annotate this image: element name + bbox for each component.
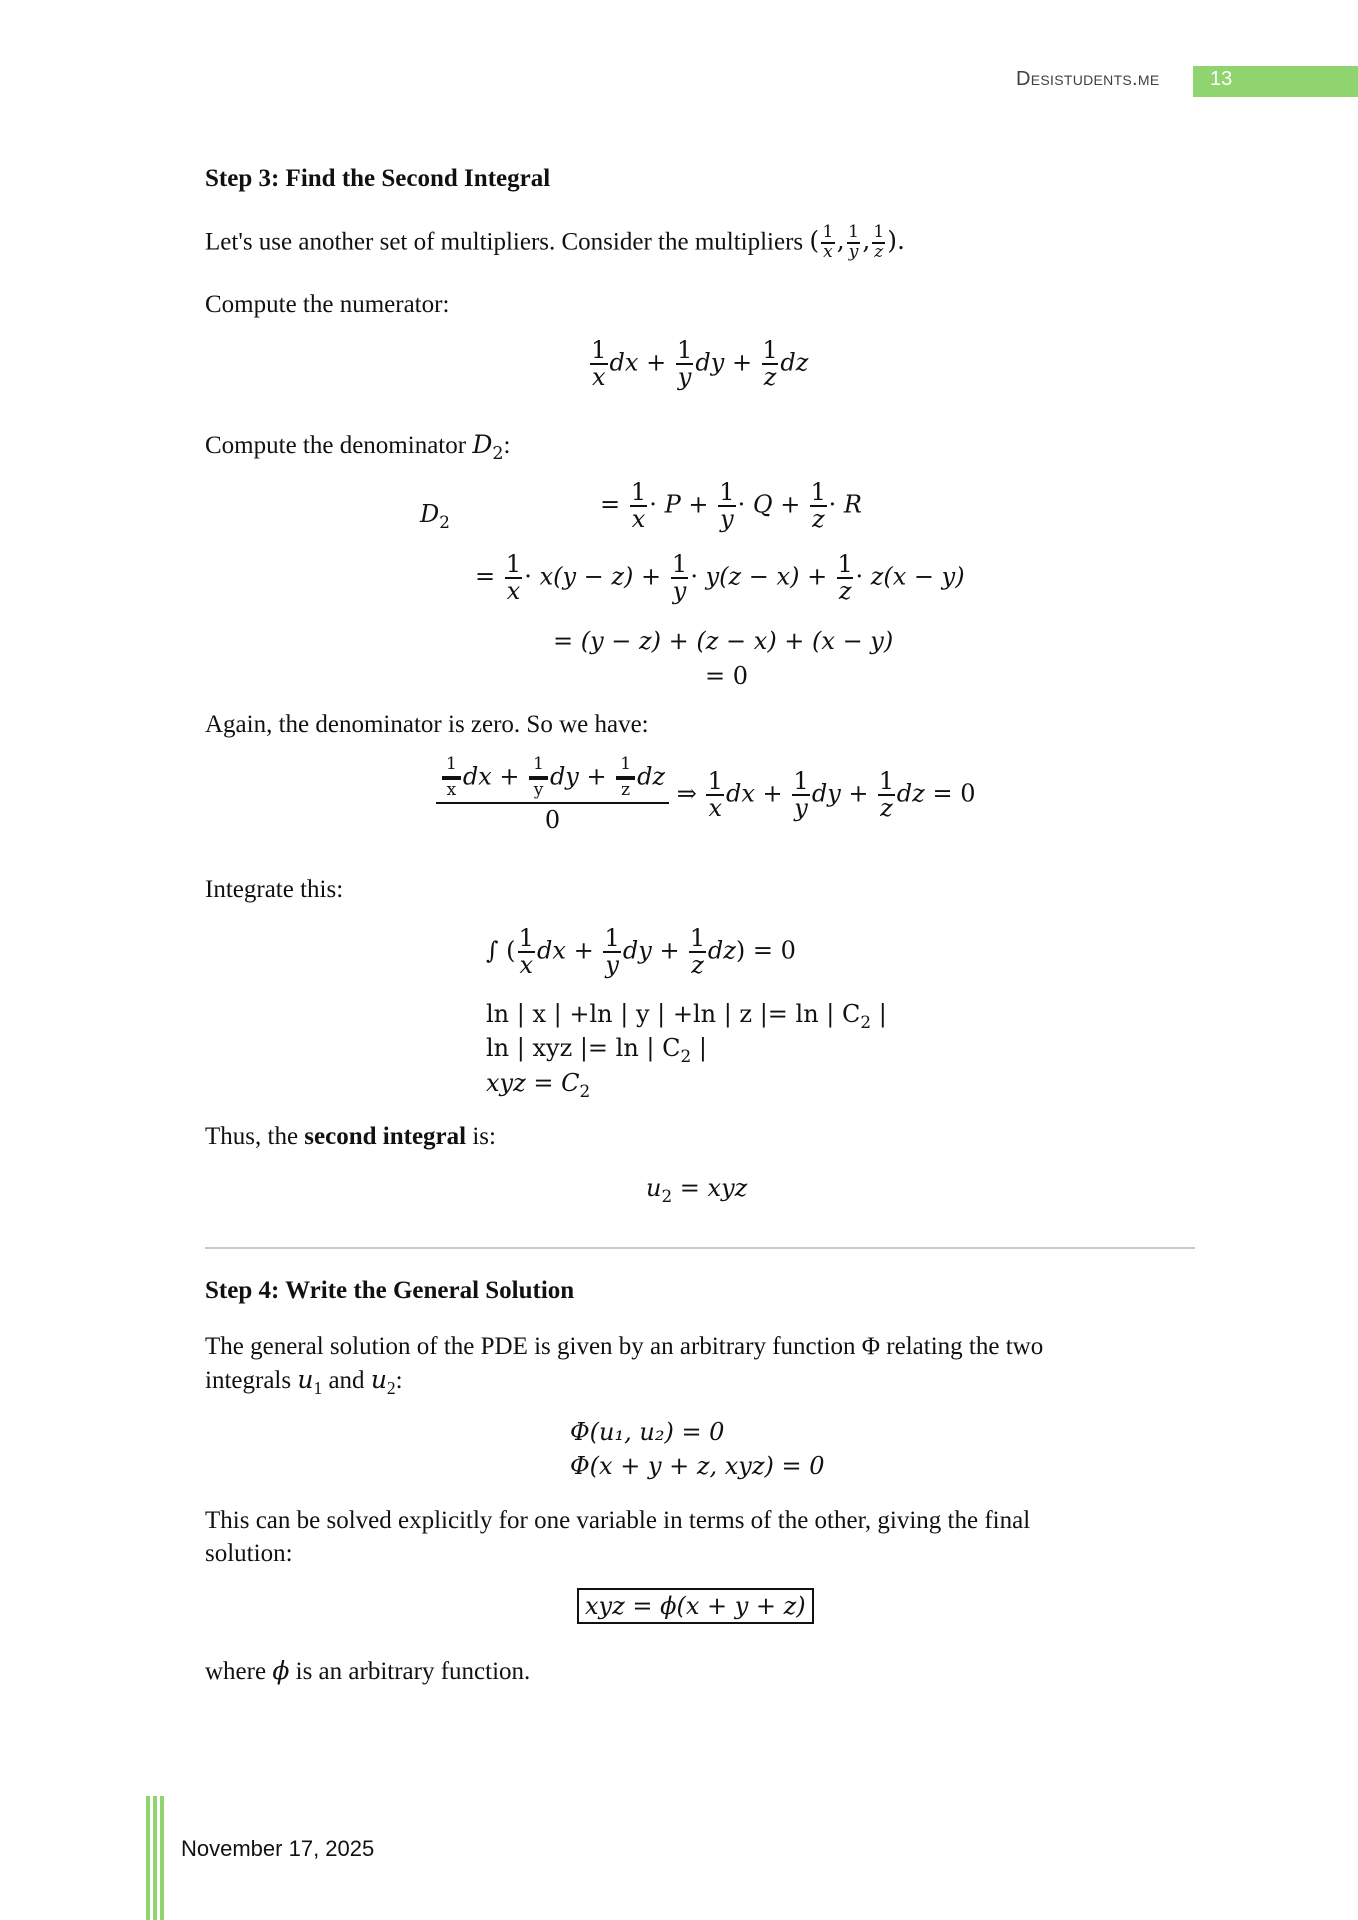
intro-text: Let's use another set of multipliers. Consider the multipliers (205, 228, 810, 256)
numerator-label: Compute the numerator: (205, 291, 450, 318)
d2-line1: = $\frac{1}{x}$ · P + $\frac{1}{y}$ · Q + $\frac{1}{z}$ · R (600, 478, 862, 534)
numerator-equation: $\frac{1}{x}$ dx + $\frac{1}{y}$ dy + $\frac{1}{z}$ dz (591, 336, 809, 392)
footer-bar-3 (160, 1796, 164, 1920)
phi-line1: Φ(u₁, u₂) = 0 (570, 1418, 725, 1446)
phi-line2: Φ(x + y + z, xyz) = 0 (570, 1452, 825, 1480)
step3-intro (205, 224, 905, 262)
integral-equation: ∫ ( $\frac{1}{x}$ dx + $\frac{1}{y}$ dy + $\frac{1}{z}$ dz) = 0 (486, 924, 796, 980)
log-line2: ln | xyz |= ln | $C_2$ | (486, 1034, 707, 1066)
footer-bar-1 (146, 1796, 150, 1920)
final-solution: xyz = ϕ(x + y + z) (577, 1588, 814, 1624)
step4-para2: This can be solved explicitly for one variable in terms of the other, giving the final solution: (205, 1507, 1031, 1567)
step3-heading: Step 3: Find the Second Integral (205, 165, 551, 192)
log-line3: xyz = $C_2$ (486, 1069, 591, 1101)
denominator-label: Compute the denominator $D_2$: (205, 430, 511, 464)
log-line1: ln | x | +ln | y | +ln | z |= ln | $C_2$ | (486, 1000, 887, 1032)
step4-heading: Step 4: Write the General Solution (205, 1277, 575, 1304)
d2-symbol: $D_2$ (420, 500, 450, 532)
zero-denominator-equation: $\frac{1}{x}$ dx + $\frac{1}{y}$ dy + $\frac{1}{z}$ dz 0 ⇒ $\frac{1}{x}$ dx + $\frac{1}{y}$ dy + $\frac{1}{z}$ dz = 0 (436, 756, 975, 834)
d2-line2: = $\frac{1}{x}$ · x(y − z) + $\frac{1}{y}$ · y(z − x) + $\frac{1}{z}$ · z(x − y) (475, 550, 965, 606)
header-site-name: Desistudents.me (1016, 68, 1160, 90)
where-text: where ϕ is an arbitrary function. (205, 1656, 531, 1685)
final-solution-box (577, 1592, 814, 1620)
integrate-label: Integrate this: (205, 876, 344, 903)
d2-line3: = (y − z) + (z − x) + (x − y) (553, 627, 894, 655)
d2-line4: = 0 (705, 662, 749, 690)
u2-result: $u_2$ = xyz (646, 1174, 748, 1206)
thus-text: Thus, the second integral is: (205, 1123, 496, 1150)
footer-bar-2 (153, 1796, 157, 1920)
multipliers-tuple: ( $\frac{1}{x}$ , $\frac{1}{y}$ , $\frac{1}{z}$ ). (809, 222, 905, 262)
again-text: Again, the denominator is zero. So we have: (205, 711, 649, 738)
step4-para1: The general solution of the PDE is given by an arbitrary function Φ relating the two integrals $u_1$ and $u_2$: (205, 1333, 1044, 1398)
footer-date: November 17, 2025 (181, 1836, 375, 1861)
page-number: 13 (1210, 68, 1233, 90)
section-divider (205, 1247, 1195, 1249)
